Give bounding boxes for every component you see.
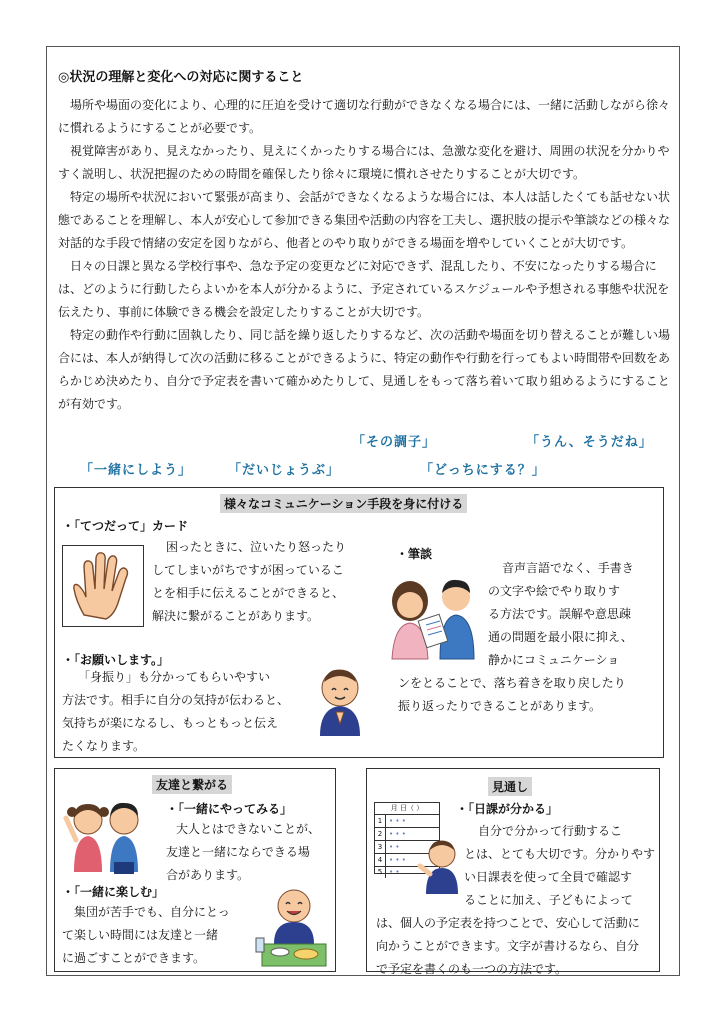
schedule-row-number: 3 <box>375 841 386 853</box>
shout-un-soudane: 「うん、そうだね」 <box>526 435 653 450</box>
schedule-row-number: 2 <box>375 828 386 840</box>
mitoshi-box-title: 見通し <box>488 777 532 796</box>
issho-ni-tanoshimu-text: 集団が苦手でも、自分にとっ て楽しい時間には友達と一緒 に過ごすことができます。 <box>62 905 230 965</box>
hitsudan-text: 音声言語でなく、手書き の文字や絵でやり取りす る方法です。誤解や意思疎 通の問題を最小限に抑え、 静かにコミュニケーショ <box>488 561 634 667</box>
intro-paragraph: 特定の場所や状況において緊張が高まり、会話ができなくなるような場合には、本人は話したくても話せない状態であることを理解し、本人が安心して参加できる集団や活動の内容を工夫し、選択肢の提示や筆談などの様々な対話的な手段で情緒の安定を図りながら、他者とのやり取りができる場面を増やしていくことが大切です。 <box>58 190 671 250</box>
communication-box-title: 様々なコミュニケーション手段を身に付ける <box>220 494 467 513</box>
onegai-shimasu-heading: ・「お願いします。」 <box>62 653 170 667</box>
writing-conversation-icon <box>384 575 484 659</box>
tetsudatte-card-heading: ・「てつだって」カード <box>62 519 189 533</box>
friends-together-icon <box>62 796 150 876</box>
shout-sono-choushi: 「その調子」 <box>352 435 437 450</box>
schedule-row-number: 1 <box>375 815 386 827</box>
issho-ni-tanoshimu-heading: ・「一緒に楽しむ」 <box>62 885 165 899</box>
schedule-chart-icon: 月 日（ ） 1 • • • 2 • • • 3 • • 4 • • • 5 • • <box>374 802 440 874</box>
nikka-ga-wakaru-text: 自分で分かって行動するこ とは、とても大切です。分かりやす い日課表を使って全員で確認す ることに加え、子どもによって <box>464 824 656 907</box>
intro-paragraph: 特定の動作や行動に固執したり、同じ話を繰り返したりするなど、次の活動や場面を切り替えることが難しい場合には、本人が納得して次の活動に移ることができるように、特定の動作や行動を行ってもよい時間帯や回数をあらかじめ決めたり、自分で予定表を書いて確かめたりして、見通しをもって落ち着いて取り組めるようにすることが有効です。 <box>58 328 671 411</box>
bowing-child-icon <box>314 668 366 736</box>
schedule-row-number: 4 <box>375 854 386 866</box>
schedule-chart-header: 月 日（ ） <box>375 803 439 815</box>
hitsudan-text-continued: ンをとることで、落ち着きを取り戻したり 振り返ったりできることがあります。 <box>398 676 626 713</box>
section-heading: ◎状況の理解と変化への対応に関すること <box>58 70 304 85</box>
shout-daijoubu: 「だいじょうぶ」 <box>228 463 341 478</box>
hitsudan-heading: ・筆談 <box>396 547 433 561</box>
friends-box-title: 友達と繋がる <box>152 775 232 794</box>
nikka-ga-wakaru-heading: ・「日課が分かる」 <box>456 802 559 816</box>
intro-paragraph: 日々の日課と異なる学校行事や、急な予定の変更などに対応できず、混乱したり、不安になったりする場合には、どのように行動したらよいかを本人が分かるように、予定されているスケジュールや予想される事態や状況を伝えたり、事前に体験できる機会を設定したりすることが大切です。 <box>58 259 670 319</box>
onegai-shimasu-text: 「身振り」も分かってもらいやすい 方法です。相手に自分の気持が伝わると、 気持ちが楽になるし、もっともっと伝え たくなります。 <box>62 670 290 753</box>
shout-docchi-ni-suru: 「どっちにする？」 <box>420 463 546 478</box>
hand-card-icon <box>62 545 144 627</box>
intro-paragraph: 視覚障害があり、見えなかったり、見えにくかったりする場合には、急激な変化を避け、周囲の状況を分かりやすく説明し、状況把握のための時間を確保したり徐々に環境に慣れさせたりすることが大切です。 <box>58 144 670 181</box>
issho-ni-yatte-miru-text: 大人とはできないことが、 友達と一緒にならできる場 合があります。 <box>166 822 321 882</box>
pointing-child-icon <box>420 838 460 894</box>
eating-lunch-icon <box>256 884 332 968</box>
schedule-row-number: 5 <box>375 867 386 878</box>
nikka-ga-wakaru-text-continued: は、個人の予定表を持つことで、安心して活動に 向かうことができます。文字が書けるなら、自分 で予定を書くのも一つの方法です。 <box>376 916 640 976</box>
issho-ni-yatte-miru-heading: ・「一緒にやってみる」 <box>166 802 293 816</box>
tetsudatte-card-text: 困ったときに、泣いたり怒ったり してしまいがちですが困っているこ とを相手に伝えることができると、 解決に繋がることがあります。 <box>152 540 347 623</box>
intro-paragraph: 場所や場面の変化により、心理的に圧迫を受けて適切な行動ができなくなる場合には、一緒に活動しながら徐々に慣れるようにすることが必要です。 <box>58 98 671 135</box>
shout-issho-ni-shiyou: 「一緒にしよう」 <box>80 463 193 478</box>
intro-text <box>58 94 676 416</box>
